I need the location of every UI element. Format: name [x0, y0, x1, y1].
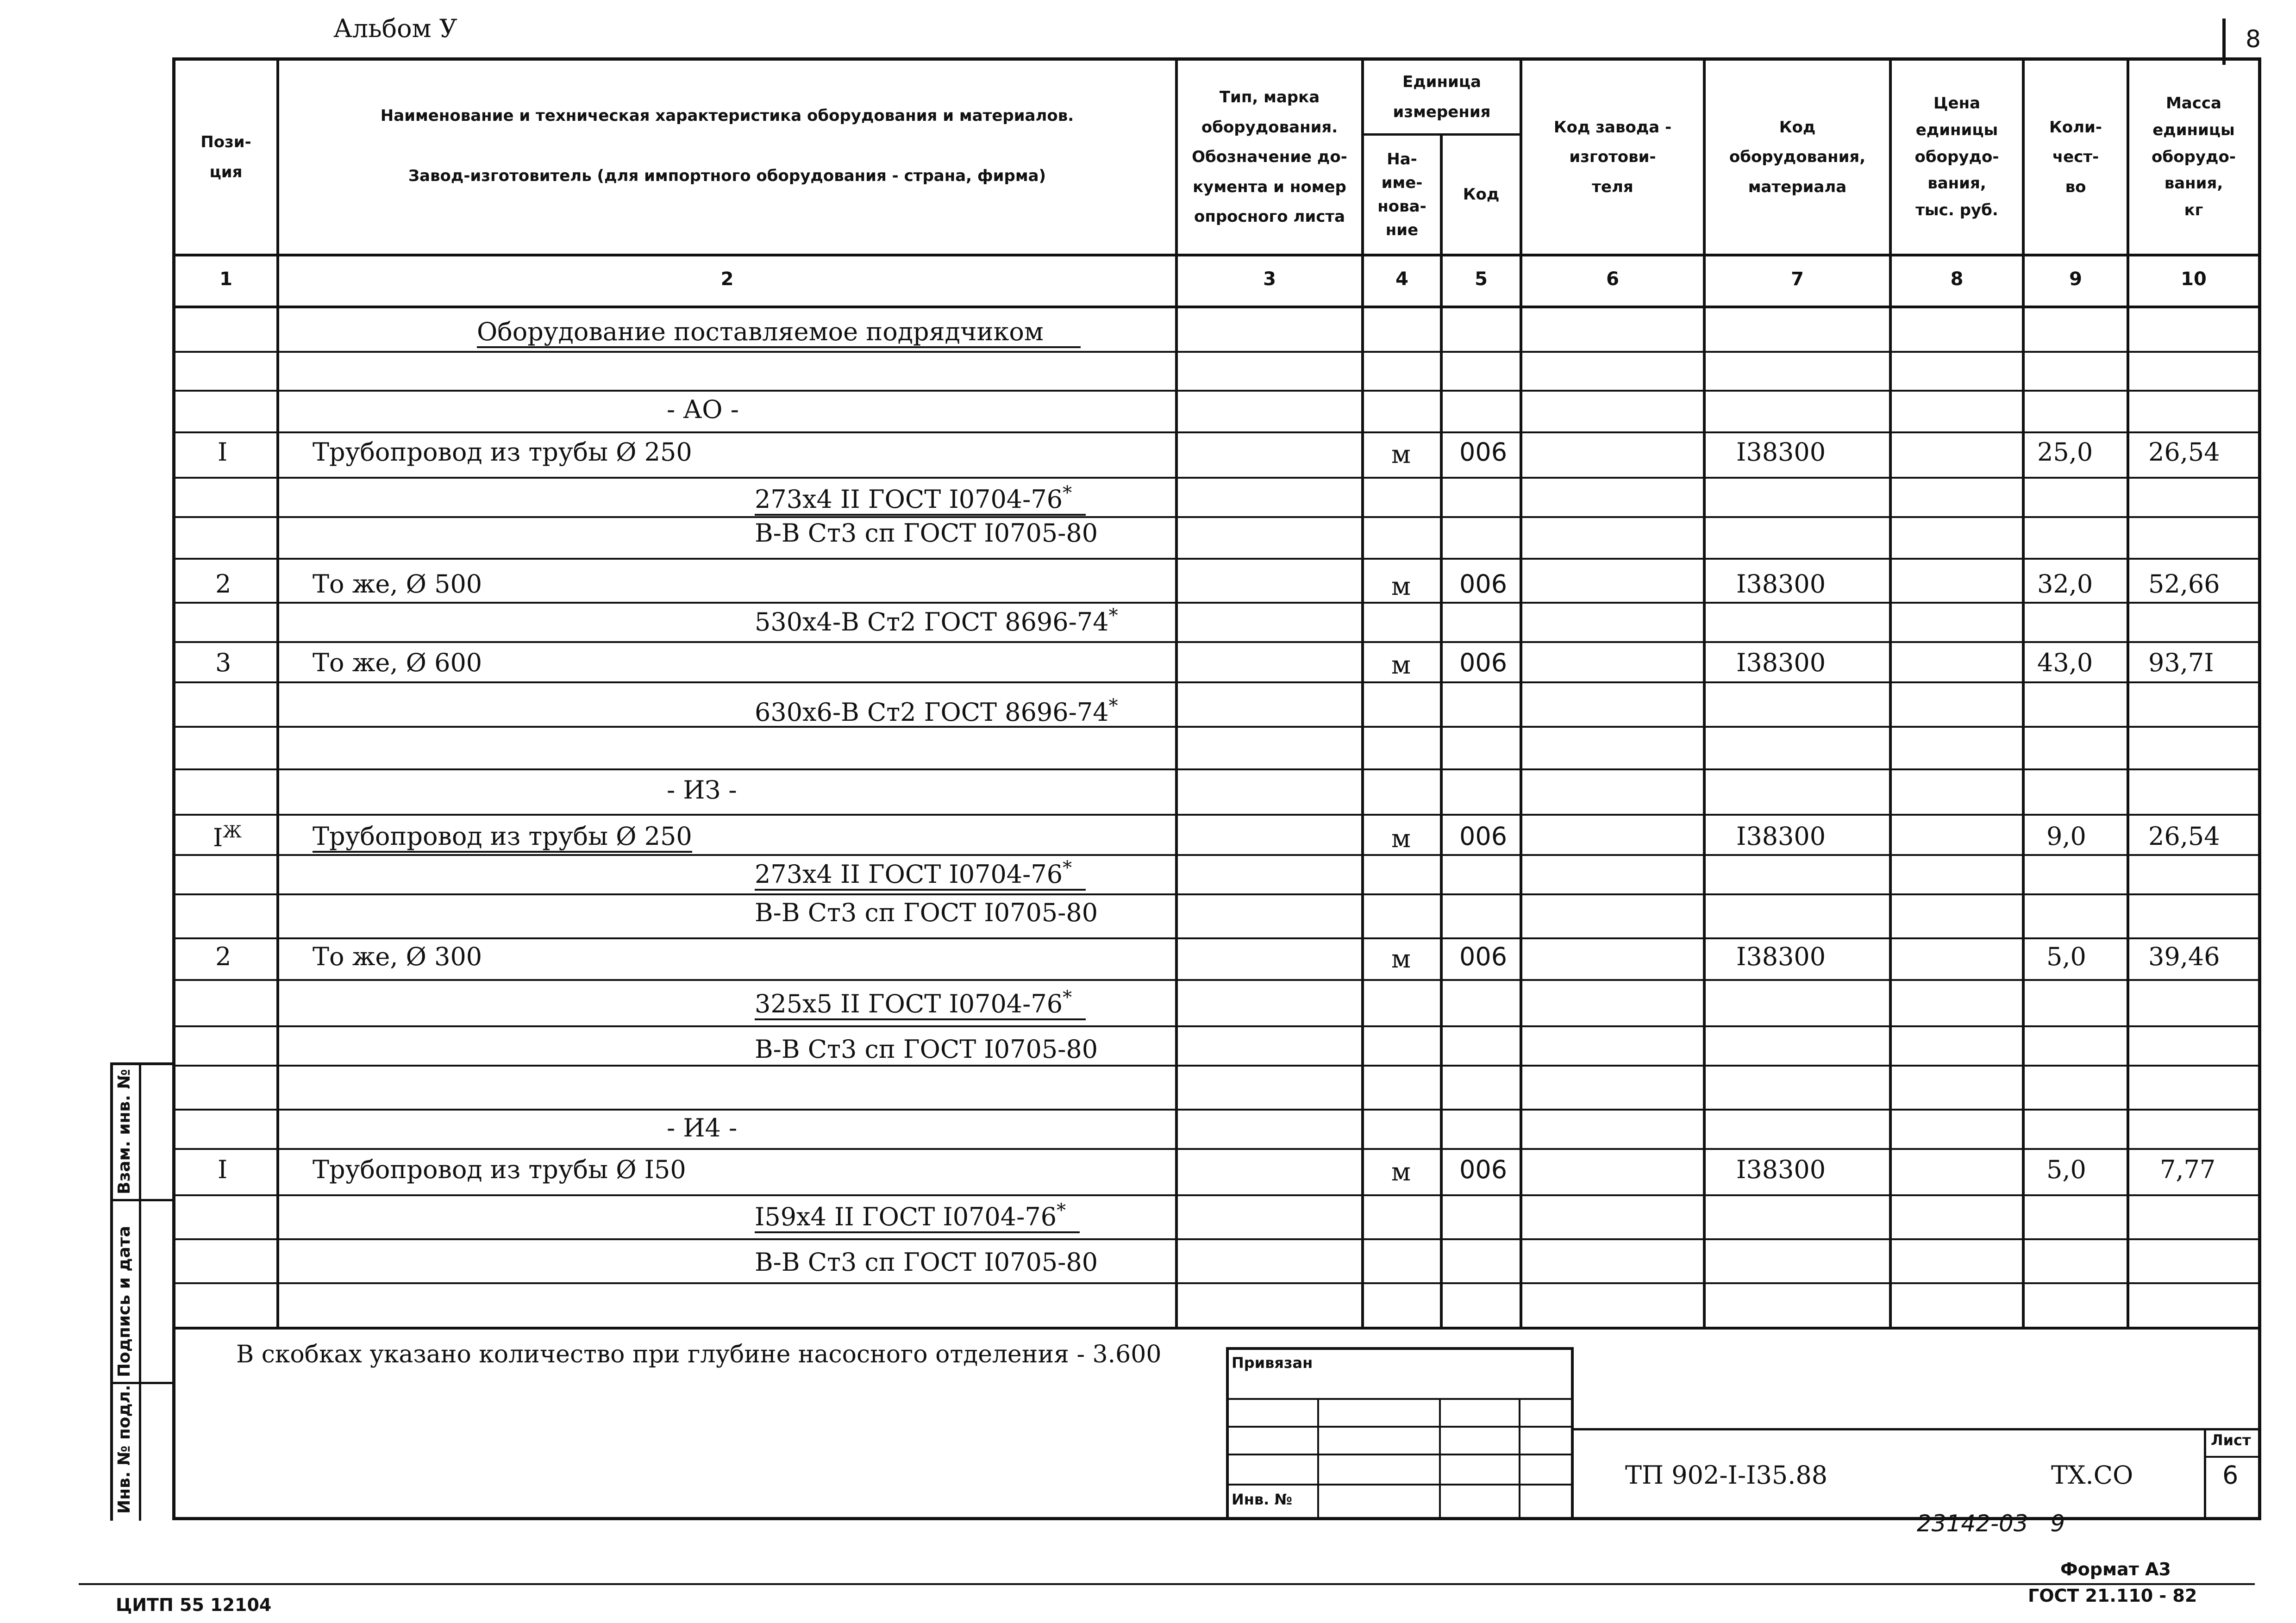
- row-unit-code: 006: [1459, 569, 1508, 599]
- side-label-vzam: Взам. инв. №: [115, 1069, 134, 1194]
- row-position: I: [218, 1155, 228, 1184]
- row-spec: 325х5 II ГОСТ I0704-76*: [755, 988, 1086, 1020]
- row-mass: 52,66: [2148, 569, 2220, 599]
- footnote: В скобках указано количество при глубине насосного отделения - 3.600: [236, 1341, 1162, 1368]
- row-quantity: 43,0: [2037, 648, 2093, 677]
- row-unit-code: 006: [1459, 648, 1508, 677]
- col-header-unit-name: На- име- нова- ние: [1377, 150, 1426, 239]
- row-mass: 93,7I: [2148, 648, 2214, 677]
- row-quantity: 25,0: [2037, 437, 2093, 467]
- row-material-code: I38300: [1736, 822, 1826, 851]
- row-name: Трубопровод из трубы Ø I50: [313, 1155, 686, 1184]
- col-header-type: Тип, марка оборудования. Обозначение до- кумента и номер опросного листа: [1192, 88, 1347, 226]
- row-position: $I^Ж$: [213, 823, 242, 852]
- side-label-inv-podl: Инв. № подл.: [115, 1385, 134, 1514]
- page-number: 8: [2246, 25, 2261, 53]
- row-name: То же, Ø 600: [313, 648, 482, 677]
- handwritten-number: 23142-03 9: [1917, 1510, 2065, 1537]
- col-header-mass: Масса единицы оборудо- вания, кг: [2152, 94, 2236, 220]
- row-quantity: 9,0: [2046, 822, 2086, 851]
- row-spec: 273х4 II ГОСТ I0704-76*: [755, 484, 1086, 516]
- col-header-name-line1: Наименование и техническая характеристика оборудования и материалов.: [380, 106, 1074, 125]
- row-material-code: I38300: [1736, 569, 1826, 599]
- col-header-position: Пози- ция: [200, 132, 251, 181]
- col-number: 2: [720, 268, 734, 290]
- row-quantity: 32,0: [2037, 569, 2093, 599]
- row-spec: 273х4 II ГОСТ I0704-76*: [755, 859, 1086, 891]
- col-number: 5: [1475, 268, 1488, 290]
- col-number: 10: [2181, 268, 2207, 290]
- row-name: Трубопровод из трубы Ø 250: [313, 437, 692, 467]
- section-title: Оборудование поставляемое подрядчиком: [477, 319, 1081, 348]
- row-material-code: I38300: [1736, 1155, 1826, 1184]
- stamp-inv: Инв. №: [1232, 1491, 1292, 1508]
- row-unit: м: [1391, 650, 1411, 680]
- row-quantity: 5,0: [2046, 942, 2086, 971]
- row-spec: I59х4 II ГОСТ I0704-76*: [755, 1201, 1080, 1233]
- stamp-list-label: Лист: [2211, 1431, 2251, 1449]
- col-header-unit-group: Единица измерения: [1393, 72, 1491, 121]
- stamp-doc-code: ТХ.СО: [2051, 1461, 2133, 1490]
- side-label-podpis: Подпись и дата: [115, 1226, 134, 1377]
- row-mass: 26,54: [2148, 822, 2220, 851]
- col-number: 4: [1395, 268, 1408, 290]
- row-unit-code: 006: [1459, 822, 1508, 851]
- row-name: То же, Ø 300: [313, 942, 482, 971]
- row-name: Трубопровод из трубы Ø 250: [313, 824, 692, 853]
- row-unit: м: [1391, 440, 1411, 469]
- row-spec: 630х6-В Ст2 ГОСТ 8696-74*: [755, 695, 1118, 727]
- col-header-name-line2: Завод-изготовитель (для импортного оборудования - страна, фирма): [408, 166, 1046, 185]
- row-unit: м: [1391, 944, 1411, 974]
- col-header-quantity: Коли- чест- во: [2049, 118, 2102, 196]
- row-position: 2: [215, 942, 231, 971]
- row-mass: 26,54: [2148, 437, 2220, 467]
- stamp-list-number: 6: [2222, 1461, 2239, 1490]
- col-number: 1: [219, 268, 232, 290]
- row-unit: м: [1391, 1157, 1411, 1186]
- col-number: 8: [1950, 268, 1964, 290]
- row-spec: В-В Ст3 сп ГОСТ I0705-80: [755, 518, 1098, 548]
- row-unit-code: 006: [1459, 942, 1508, 971]
- col-number: 7: [1791, 268, 1804, 290]
- row-mass: 7,77: [2160, 1155, 2216, 1184]
- group-label-ao: - АО -: [667, 395, 739, 424]
- gost-label: ГОСТ 21.110 - 82: [2028, 1586, 2197, 1606]
- col-header-unit-code: Код: [1463, 185, 1500, 204]
- stamp-doc-number: ТП 902-I-I35.88: [1625, 1461, 1828, 1490]
- row-unit: м: [1391, 824, 1411, 853]
- col-number: 3: [1263, 268, 1276, 290]
- col-header-material-code: Код оборудования, материала: [1729, 118, 1866, 196]
- row-spec: В-В Ст3 сп ГОСТ I0705-80: [755, 1248, 1098, 1277]
- row-position: I: [218, 437, 228, 467]
- row-unit-code: 006: [1459, 1155, 1508, 1184]
- row-material-code: I38300: [1736, 437, 1826, 467]
- row-position: 2: [215, 569, 231, 599]
- row-quantity: 5,0: [2046, 1155, 2086, 1184]
- row-unit: м: [1391, 572, 1411, 601]
- album-label: Альбом У: [333, 14, 457, 43]
- col-header-price: Цена единицы оборудо- вания, тыс. руб.: [1914, 94, 1999, 220]
- stamp-privyazan: Привязан: [1232, 1354, 1313, 1372]
- row-material-code: I38300: [1736, 648, 1826, 677]
- row-position: 3: [215, 648, 231, 677]
- row-mass: 39,46: [2148, 942, 2220, 971]
- row-spec: 530х4-В Ст2 ГОСТ 8696-74*: [755, 605, 1118, 637]
- format-label: Формат А3: [2060, 1559, 2171, 1579]
- row-unit-code: 006: [1459, 437, 1508, 467]
- group-label-i3: - ИЗ -: [667, 775, 737, 805]
- row-name: То же, Ø 500: [313, 569, 482, 599]
- row-spec: В-В Ст3 сп ГОСТ I0705-80: [755, 898, 1098, 927]
- group-label-i4: - И4 -: [667, 1113, 738, 1142]
- cipp-label: ЦИТП 55 12104: [116, 1595, 272, 1615]
- row-spec: В-В Ст3 сп ГОСТ I0705-80: [755, 1035, 1098, 1064]
- col-header-factory-code: Код завода - изготови- теля: [1553, 118, 1672, 196]
- row-material-code: I38300: [1736, 942, 1826, 971]
- col-number: 9: [2069, 268, 2082, 290]
- col-number: 6: [1606, 268, 1619, 290]
